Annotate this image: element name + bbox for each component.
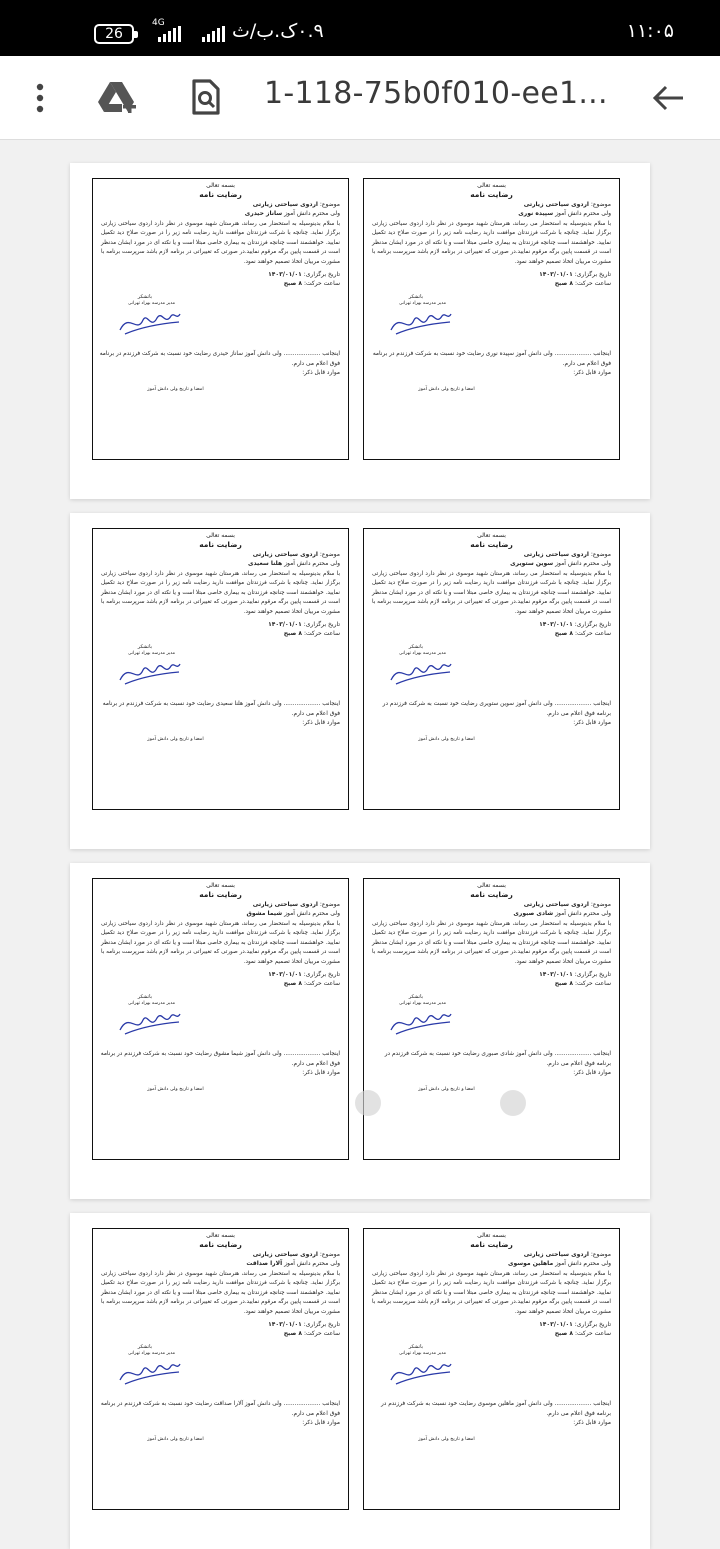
signature-image — [117, 1006, 183, 1038]
signature-image — [388, 1356, 454, 1388]
form-title: رضایت نامه — [470, 190, 513, 199]
guardian-signature-label: امضا و تاریخ ولی دانش آموز — [418, 736, 475, 742]
guardian-signature-label: امضا و تاریخ ولی دانش آموز — [418, 386, 475, 392]
consent-form — [363, 528, 620, 810]
pdf-page — [70, 513, 650, 849]
document-title: 1-118-75b0f010-ee1... — [264, 76, 608, 111]
consent-text: اینجانب .................... ولی دانش آموز هلنا سعیدی رضایت خود نسبت به شرکت فرزندم در برنامه فوق اعلام می دارم. موارد قابل ذکر: — [102, 701, 340, 727]
guardian-signature-label: امضا و تاریخ ولی دانش آموز — [418, 1436, 475, 1442]
form-header: بسمه تعالی — [477, 882, 506, 889]
form-subject: موضوع: اردوی سیاحتی زیارتی — [252, 201, 340, 208]
guardian-signature-label: امضا و تاریخ ولی دانش آموز — [147, 1086, 204, 1092]
form-title: رضایت نامه — [470, 540, 513, 549]
form-body: با سلام بدینوسیله به استحضار می رساند، هنرستان شهید موسوی در نظر دارد اردوی سیاحتی زیارتی برگزار نماید. چنانچه با شرکت فرزندتان موافقت دارید رضایت نامه زیر را در صورت صلاح دید تکمیل نمایید. خواهشمند است چنانچه فرزندتان به بیماری خاصی مبتلا است و یا نکته ای در مورد ایشان مدنظر است در قسمت پایین برگه مرقوم نمایید.در صورتی که تغییراتی در برنامه لازم باشد سرپرست برنامه با مشورت مربیان اتخاذ تصمیم خواهند نمود. — [372, 571, 611, 615]
form-header: بسمه تعالی — [477, 1232, 506, 1239]
battery-icon — [94, 24, 134, 44]
form-header: بسمه تعالی — [206, 882, 235, 889]
signal-icon — [158, 26, 181, 42]
form-departure: ساعت حرکت: ۸ صبح — [283, 280, 340, 288]
form-date: تاریخ برگزاری: ۱۴۰۳/۰۱/۰۱ — [539, 1321, 611, 1329]
consent-form — [363, 178, 620, 460]
guardian-signature-label: امضا و تاریخ ولی دانش آموز — [147, 1436, 204, 1442]
guardian-signature-label: امضا و تاریخ ولی دانش آموز — [418, 1086, 475, 1092]
form-date: تاریخ برگزاری: ۱۴۰۳/۰۱/۰۱ — [268, 971, 340, 979]
manager-signature: باتشکر مدیر مدرسه بهزاد تهرانی — [364, 288, 619, 344]
guardian-signature-label: امضا و تاریخ ولی دانش آموز — [147, 736, 204, 742]
manager-signature: باتشکر مدیر مدرسه بهزاد تهرانی — [93, 1338, 348, 1394]
pdf-page — [70, 163, 650, 499]
form-subject: موضوع: اردوی سیاحتی زیارتی — [252, 551, 340, 558]
signature-image — [388, 1006, 454, 1038]
manager-signature: باتشکر مدیر مدرسه بهزاد تهرانی — [364, 638, 619, 694]
form-guardian: ولی محترم دانش آموز ماهلین موسوی — [508, 1260, 611, 1267]
student-name: سپیده نوری — [518, 210, 554, 217]
form-title: رضایت نامه — [470, 890, 513, 899]
form-body: با سلام بدینوسیله به استحضار می رساند، هنرستان شهید موسوی در نظر دارد اردوی سیاحتی زیارتی برگزار نماید. چنانچه با شرکت فرزندتان موافقت دارید رضایت نامه زیر را در صورت صلاح دید تکمیل نمایید. خواهشمند است چنانچه فرزندتان به بیماری خاصی مبتلا است و یا نکته ای در مورد ایشان مدنظر است در قسمت پایین برگه مرقوم نمایید.در صورتی که تغییراتی در برنامه لازم باشد سرپرست برنامه با مشورت مربیان اتخاذ تصمیم خواهند نمود. — [101, 571, 340, 615]
consent-form — [92, 1228, 349, 1510]
form-guardian: ولی محترم دانش آموز سوین ستویری — [510, 560, 611, 567]
app-toolbar — [0, 56, 720, 140]
signature-image — [388, 306, 454, 338]
form-header: بسمه تعالی — [206, 182, 235, 189]
form-body: با سلام بدینوسیله به استحضار می رساند، هنرستان شهید موسوی در نظر دارد اردوی سیاحتی زیارتی برگزار نماید. چنانچه با شرکت فرزندتان موافقت دارید رضایت نامه زیر را در صورت صلاح دید تکمیل نمایید. خواهشمند است چنانچه فرزندتان به بیماری خاصی مبتلا است و یا نکته ای در مورد ایشان مدنظر است در قسمت پایین برگه مرقوم نمایید.در صورتی که تغییراتی در برنامه لازم باشد سرپرست برنامه با مشورت مربیان اتخاذ تصمیم خواهند نمود. — [101, 1271, 340, 1315]
form-body: با سلام بدینوسیله به استحضار می رساند، هنرستان شهید موسوی در نظر دارد اردوی سیاحتی زیارتی برگزار نماید. چنانچه با شرکت فرزندتان موافقت دارید رضایت نامه زیر را در صورت صلاح دید تکمیل نمایید. خواهشمند است چنانچه فرزندتان به بیماری خاصی مبتلا است و یا نکته ای در مورد ایشان مدنظر است در قسمت پایین برگه مرقوم نمایید.در صورتی که تغییراتی در برنامه لازم باشد سرپرست برنامه با مشورت مربیان اتخاذ تصمیم خواهند نمود. — [101, 921, 340, 965]
student-name: ماهلین موسوی — [508, 1260, 554, 1267]
form-date: تاریخ برگزاری: ۱۴۰۳/۰۱/۰۱ — [268, 271, 340, 279]
manager-signature: باتشکر مدیر مدرسه بهزاد تهرانی — [93, 638, 348, 694]
network-type: 4G — [152, 18, 165, 28]
form-guardian: ولی محترم دانش آموز ساناز حیدری — [244, 210, 340, 217]
more-vert-icon[interactable] — [16, 74, 64, 122]
form-date: تاریخ برگزاری: ۱۴۰۳/۰۱/۰۱ — [268, 621, 340, 629]
consent-form — [363, 1228, 620, 1510]
signature-image — [117, 1356, 183, 1388]
scroll-overlay-icon — [500, 1090, 526, 1116]
back-arrow-icon[interactable] — [644, 74, 692, 122]
form-subject: موضوع: اردوی سیاحتی زیارتی — [523, 551, 611, 558]
pdf-page — [70, 1213, 650, 1549]
form-guardian: ولی محترم دانش آموز هلنا سعیدی — [248, 560, 340, 567]
form-departure: ساعت حرکت: ۸ صبح — [283, 980, 340, 988]
manager-signature: باتشکر مدیر مدرسه بهزاد تهرانی — [364, 1338, 619, 1394]
form-subject: موضوع: اردوی سیاحتی زیارتی — [523, 1251, 611, 1258]
consent-form — [363, 878, 620, 1160]
form-departure: ساعت حرکت: ۸ صبح — [283, 630, 340, 638]
consent-form — [92, 528, 349, 810]
form-guardian: ولی محترم دانش آموز شیما مشوق — [246, 910, 340, 917]
form-departure: ساعت حرکت: ۸ صبح — [554, 630, 611, 638]
form-title: رضایت نامه — [199, 1240, 242, 1249]
consent-text: اینجانب .................... ولی دانش آموز ساناز حیدری رضایت خود نسبت به شرکت فرزندم در برنامه فوق اعلام می دارم. موارد قابل ذکر: — [99, 351, 340, 377]
form-guardian: ولی محترم دانش آموز سپیده نوری — [518, 210, 611, 217]
find-in-page-icon[interactable] — [182, 74, 230, 122]
consent-form — [92, 878, 349, 1160]
form-title: رضایت نامه — [199, 540, 242, 549]
signature-image — [388, 656, 454, 688]
carrier-text: ۰.۹ک.ب/ث — [232, 20, 324, 42]
consent-text: اینجانب .................... ولی دانش آموز سپیده نوری رضایت خود نسبت به شرکت فرزندم در برنامه فوق اعلام می دارم. موارد قابل ذکر: — [372, 351, 611, 377]
signal-icon — [202, 26, 225, 42]
form-subject: موضوع: اردوی سیاحتی زیارتی — [523, 901, 611, 908]
student-name: هلنا سعیدی — [248, 560, 283, 567]
battery-level: 26 — [105, 26, 123, 42]
consent-text: اینجانب .................... ولی دانش آموز سوین ستویری رضایت خود نسبت به شرکت فرزندم در برنامه فوق اعلام می دارم. موارد قابل ذکر: — [382, 701, 611, 727]
form-departure: ساعت حرکت: ۸ صبح — [554, 1330, 611, 1338]
consent-form — [92, 178, 349, 460]
form-title: رضایت نامه — [199, 190, 242, 199]
manager-signature: باتشکر مدیر مدرسه بهزاد تهرانی — [93, 288, 348, 344]
form-departure: ساعت حرکت: ۸ صبح — [283, 1330, 340, 1338]
form-departure: ساعت حرکت: ۸ صبح — [554, 980, 611, 988]
manager-signature: باتشکر مدیر مدرسه بهزاد تهرانی — [93, 988, 348, 1044]
scroll-overlay-icon — [355, 1090, 381, 1116]
signature-image — [117, 656, 183, 688]
form-header: بسمه تعالی — [206, 1232, 235, 1239]
consent-text: اینجانب .................... ولی دانش آموز شیما مشوق رضایت خود نسبت به شرکت فرزندم در برنامه فوق اعلام می دارم. موارد قابل ذکر: — [100, 1051, 340, 1077]
consent-text: اینجانب .................... ولی دانش آموز شادی صبوری رضایت خود نسبت به شرکت فرزندم در برنامه فوق اعلام می دارم. موارد قابل ذکر: — [384, 1051, 611, 1077]
student-name: شادی صبوری — [513, 910, 554, 917]
student-name: آلارا صداقت — [246, 1260, 283, 1267]
pdf-page — [70, 863, 650, 1199]
student-name: شیما مشوق — [246, 910, 283, 917]
form-guardian: ولی محترم دانش آموز شادی صبوری — [513, 910, 611, 917]
form-body: با سلام بدینوسیله به استحضار می رساند، هنرستان شهید موسوی در نظر دارد اردوی سیاحتی زیارتی برگزار نماید. چنانچه با شرکت فرزندتان موافقت دارید رضایت نامه زیر را در صورت صلاح دید تکمیل نمایید. خواهشمند است چنانچه فرزندتان به بیماری خاصی مبتلا است و یا نکته ای در مورد ایشان مدنظر است در قسمت پایین برگه مرقوم نمایید.در صورتی که تغییراتی در برنامه لازم باشد سرپرست برنامه با مشورت مربیان اتخاذ تصمیم خواهند نمود. — [372, 1271, 611, 1315]
form-body: با سلام بدینوسیله به استحضار می رساند، هنرستان شهید موسوی در نظر دارد اردوی سیاحتی زیارتی برگزار نماید. چنانچه با شرکت فرزندتان موافقت دارید رضایت نامه زیر را در صورت صلاح دید تکمیل نمایید. خواهشمند است چنانچه فرزندتان به بیماری خاصی مبتلا است و یا نکته ای در مورد ایشان مدنظر است در قسمت پایین برگه مرقوم نمایید.در صورتی که تغییراتی در برنامه لازم باشد سرپرست برنامه با مشورت مربیان اتخاذ تصمیم خواهند نمود. — [101, 221, 340, 265]
form-subject: موضوع: اردوی سیاحتی زیارتی — [523, 201, 611, 208]
form-header: بسمه تعالی — [477, 532, 506, 539]
form-date: تاریخ برگزاری: ۱۴۰۳/۰۱/۰۱ — [539, 271, 611, 279]
guardian-signature-label: امضا و تاریخ ولی دانش آموز — [147, 386, 204, 392]
form-subject: موضوع: اردوی سیاحتی زیارتی — [252, 901, 340, 908]
form-body: با سلام بدینوسیله به استحضار می رساند، هنرستان شهید موسوی در نظر دارد اردوی سیاحتی زیارتی برگزار نماید. چنانچه با شرکت فرزندتان موافقت دارید رضایت نامه زیر را در صورت صلاح دید تکمیل نمایید. خواهشمند است چنانچه فرزندتان به بیماری خاصی مبتلا است و یا نکته ای در مورد ایشان مدنظر است در قسمت پایین برگه مرقوم نمایید.در صورتی که تغییراتی در برنامه لازم باشد سرپرست برنامه با مشورت مربیان اتخاذ تصمیم خواهند نمود. — [372, 921, 611, 965]
manager-signature: باتشکر مدیر مدرسه بهزاد تهرانی — [364, 988, 619, 1044]
form-subject: موضوع: اردوی سیاحتی زیارتی — [252, 1251, 340, 1258]
form-departure: ساعت حرکت: ۸ صبح — [554, 280, 611, 288]
drive-add-icon[interactable] — [94, 74, 142, 122]
form-date: تاریخ برگزاری: ۱۴۰۳/۰۱/۰۱ — [539, 971, 611, 979]
form-title: رضایت نامه — [470, 1240, 513, 1249]
form-title: رضایت نامه — [199, 890, 242, 899]
student-name: ساناز حیدری — [244, 210, 283, 217]
status-bar — [0, 0, 720, 56]
form-header: بسمه تعالی — [206, 532, 235, 539]
form-header: بسمه تعالی — [477, 182, 506, 189]
signature-image — [117, 306, 183, 338]
student-name: سوین ستویری — [510, 560, 554, 567]
form-date: تاریخ برگزاری: ۱۴۰۳/۰۱/۰۱ — [539, 621, 611, 629]
clock: ۱۱:۰۵ — [626, 20, 674, 42]
consent-text: اینجانب .................... ولی دانش آموز ماهلین موسوی رضایت خود نسبت به شرکت فرزندم در برنامه فوق اعلام می دارم. موارد قابل ذکر: — [380, 1401, 611, 1427]
consent-text: اینجانب .................... ولی دانش آموز آلارا صداقت رضایت خود نسبت به شرکت فرزندم در برنامه فوق اعلام می دارم. موارد قابل ذکر: — [100, 1401, 340, 1427]
form-date: تاریخ برگزاری: ۱۴۰۳/۰۱/۰۱ — [268, 1321, 340, 1329]
form-body: با سلام بدینوسیله به استحضار می رساند، هنرستان شهید موسوی در نظر دارد اردوی سیاحتی زیارتی برگزار نماید. چنانچه با شرکت فرزندتان موافقت دارید رضایت نامه زیر را در صورت صلاح دید تکمیل نمایید. خواهشمند است چنانچه فرزندتان به بیماری خاصی مبتلا است و یا نکته ای در مورد ایشان مدنظر است در قسمت پایین برگه مرقوم نمایید.در صورتی که تغییراتی در برنامه لازم باشد سرپرست برنامه با مشورت مربیان اتخاذ تصمیم خواهند نمود. — [372, 221, 611, 265]
form-guardian: ولی محترم دانش آموز آلارا صداقت — [246, 1260, 340, 1267]
